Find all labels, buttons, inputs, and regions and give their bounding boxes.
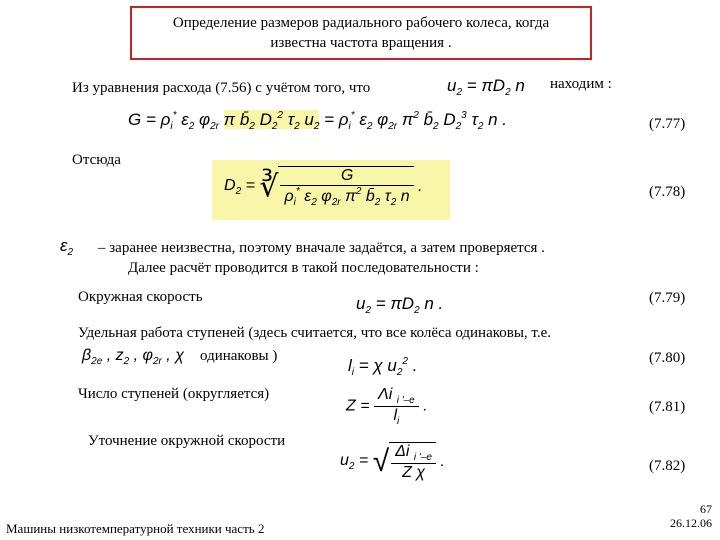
equation-7-77: $G = \rho_i^*$ $\varepsilon_2$ $\varphi_{2r}$ π $b̄_2$ $D_2^2$ $\tau_2$ $u_2 = \rho_i^*$ $\varepsilon_2$ $\varphi_{2r}$ $\pi^2$ $b̄_2$ $D_2^3$ $\tau_2$ n .	[128, 110, 507, 132]
eq-number-7-79: (7.79)	[649, 290, 686, 306]
parameters-list: $\beta_{2e}$ , $z_2$ , $\varphi_{2r}$ , χ	[82, 347, 184, 367]
eq-number-7-77: (7.77)	[649, 116, 686, 132]
epsilon-symbol: $\varepsilon_2$	[60, 236, 74, 258]
equation-7-79: $u_2 = \pi D_2$ n .	[356, 294, 444, 316]
stages-count-label: Число ступеней (округляется)	[78, 386, 270, 402]
equation-7-80: $l_i = \chi$ $u_2^2$ .	[348, 356, 418, 378]
peripheral-speed-label: Окружная скорость	[78, 289, 203, 305]
eq-number-7-80: (7.80)	[649, 350, 686, 366]
intro-found: находим :	[550, 76, 612, 92]
parameters-tail: одинаковы )	[200, 348, 278, 364]
title-line-2: известна частота вращения .	[270, 35, 452, 51]
sequence-note: Далее расчёт проводится в такой последовательности :	[128, 260, 479, 276]
footer-course: Машины низкотемпературной техники часть 2	[6, 521, 265, 536]
footer-meta	[640, 502, 712, 530]
eq-number-7-81: (7.81)	[649, 399, 686, 415]
specific-work-text: Удельная работа ступеней (здесь считается, что все колёса одинаковы, т.е.	[78, 325, 552, 341]
intro-formula: $u_2 = \pi D_2$ n	[447, 76, 525, 98]
title-line-1: Определение размеров радиального рабочего колеса, когда	[172, 15, 550, 31]
equation-7-82: $u_2$ = √ $\frac{\Delta i _{i '-e}}{\text{Z χ}}$ .	[340, 443, 445, 481]
intro-text: Из уравнения расхода (7.56) с учётом того, что	[72, 80, 371, 96]
otsyuda-label: Отсюда	[72, 152, 121, 168]
title-box	[130, 6, 592, 60]
page-number: 67	[700, 502, 712, 516]
equation-7-78: $D_2$ = ∛ $\frac{G}{\rho_i^* \varepsilon_2 \varphi_{2r} \pi^2 b̄_2 \tau_2 n}$ .	[224, 167, 423, 208]
eq-number-7-78: (7.78)	[649, 184, 686, 200]
footer-date: 26.12.06	[670, 516, 712, 530]
refine-speed-label: Уточнение окружной скорости	[88, 433, 286, 449]
eq-number-7-82: (7.82)	[649, 458, 686, 474]
epsilon-note: – заранее неизвестна, поэтому вначале задаётся, а затем проверяется .	[98, 240, 545, 256]
equation-7-81: Z = $\frac{\Lambda i _{i '-e}}{l_i}$ .	[346, 386, 428, 427]
